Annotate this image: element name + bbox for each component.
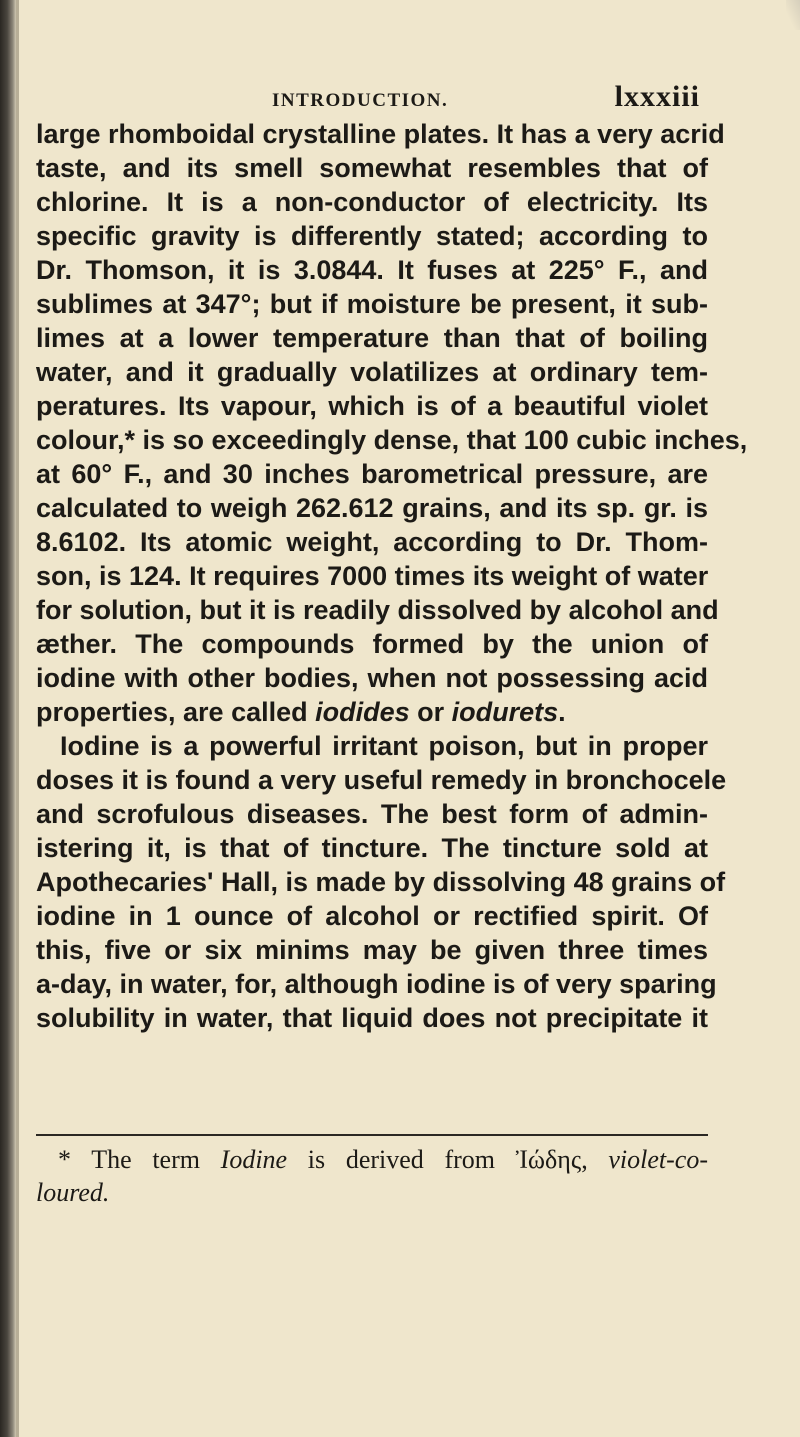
book-binding-edge xyxy=(0,0,16,1437)
text-line: solubility in water, that liquid does not precipitate it xyxy=(36,1003,708,1033)
term-iodides: iodides xyxy=(315,697,410,727)
text-line: Dr. Thomson, it is 3.0844. It fuses at 225° F., and xyxy=(36,255,708,285)
footnote-line xyxy=(36,1176,708,1209)
text-line: and scrofulous diseases. The best form of admin- xyxy=(36,799,708,829)
text-line: sublimes at 347°; but if moisture be present, it sub- xyxy=(36,289,708,319)
term-iodurets: iodurets xyxy=(451,697,559,727)
term-iodine: Iodine xyxy=(220,1145,288,1174)
text-line: calculated to weigh 262.612 grains, and its sp. gr. is xyxy=(36,493,708,523)
text-line: large rhomboidal crystalline plates. It has a very acrid xyxy=(36,119,725,149)
page-corner xyxy=(786,0,800,30)
text-line: this, five or six minims may be given three times xyxy=(36,935,708,965)
text-line: 8.6102. Its atomic weight, according to Dr. Thom- xyxy=(36,527,708,557)
page-header xyxy=(200,80,700,120)
text-line: Apothecaries' Hall, is made by dissolving 48 grains of xyxy=(36,867,726,897)
text-line: water, and it gradually volatilizes at ordinary tem- xyxy=(36,357,708,387)
text-line: istering it, is that of tincture. The tincture sold at xyxy=(36,833,708,863)
footnote-marker: * The term xyxy=(58,1145,221,1174)
running-head: INTRODUCTION. xyxy=(272,90,449,111)
text-fragment: . xyxy=(558,697,566,727)
text-line: a-day, in water, for, although iodine is of very sparing xyxy=(36,969,717,999)
text-line: æther. The compounds formed by the union of xyxy=(36,629,708,659)
text-line: colour,* is so exceedingly dense, that 100 cubic inches, xyxy=(36,425,748,455)
body-text xyxy=(36,117,748,1035)
text-line-last-paragraph-1 xyxy=(36,695,708,729)
text-line: iodine with other bodies, when not possessing acid xyxy=(36,663,708,693)
text-line: doses it is found a very useful remedy in bronchocele xyxy=(36,765,727,795)
text-fragment: , xyxy=(581,1145,609,1174)
text-line: son, is 124. It requires 7000 times its weight of water xyxy=(36,561,709,591)
text-line: for solution, but it is readily dissolved by alcohol and xyxy=(36,595,719,625)
page-number: lxxxiii xyxy=(614,80,700,113)
paragraph-2-first-line: Iodine is a powerful irritant poison, but in proper xyxy=(60,731,708,761)
meaning-text: violet-co- xyxy=(608,1145,708,1174)
footnote-line xyxy=(36,1143,708,1176)
text-line: limes at a lower temperature than that of boiling xyxy=(36,323,708,353)
text-fragment: or xyxy=(409,697,452,727)
footnote xyxy=(36,1143,708,1209)
text-line: specific gravity is differently stated; according to xyxy=(36,221,708,251)
binding-shadow xyxy=(16,0,19,1437)
text-line: peratures. Its vapour, which is of a beautiful violet xyxy=(36,391,708,421)
text-line: chlorine. It is a non-conductor of electricity. Its xyxy=(36,187,708,217)
meaning-text: loured. xyxy=(36,1178,110,1207)
greek-word: Ἰώδης xyxy=(515,1145,582,1174)
text-fragment: properties, are called xyxy=(36,697,316,727)
text-fragment: is derived from xyxy=(287,1145,516,1174)
text-line: iodine in 1 ounce of alcohol or rectified spirit. Of xyxy=(36,901,708,931)
text-line: taste, and its smell somewhat resembles that of xyxy=(36,153,708,183)
footnote-rule xyxy=(36,1134,708,1136)
text-line: at 60° F., and 30 inches barometrical pressure, are xyxy=(36,459,708,489)
